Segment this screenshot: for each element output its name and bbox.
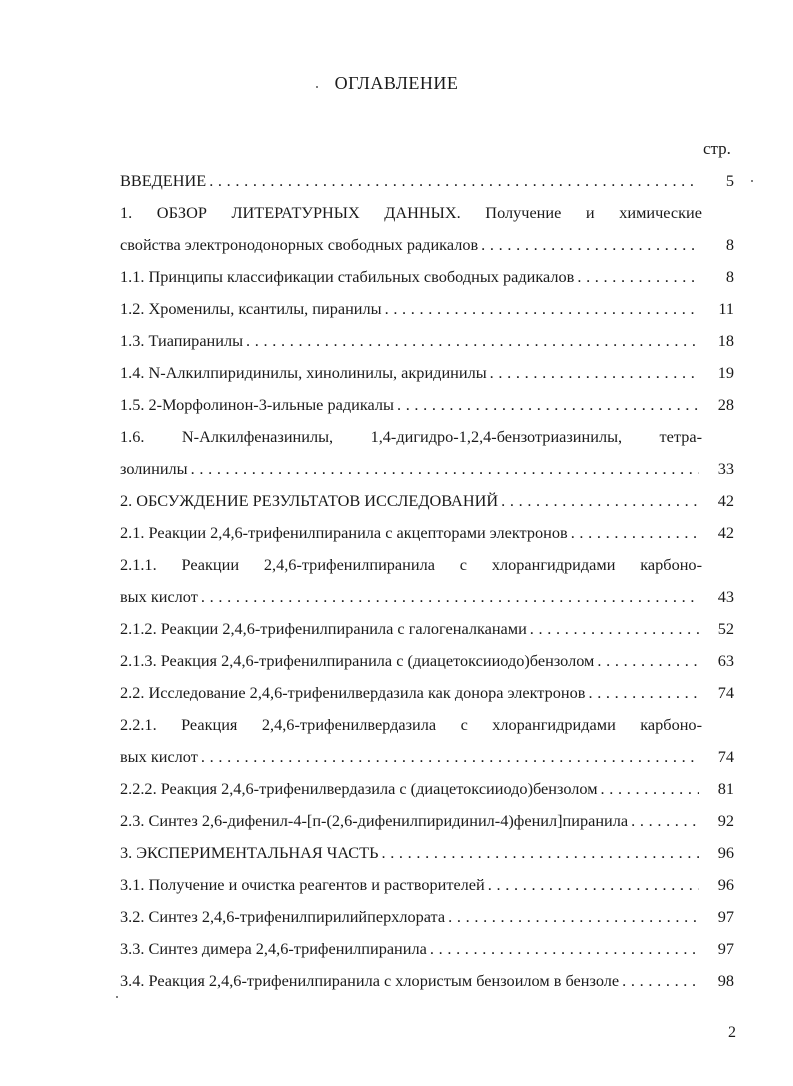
toc-entry-page: 92 [717, 811, 734, 830]
toc-entry-page: 8 [725, 267, 734, 286]
page-number: 2 [728, 1024, 736, 1041]
toc-entry-title: 1.2. Хроменилы, ксантилы, пиранилы [120, 299, 382, 318]
toc-entry-title: 2.2. Исследование 2,4,6-трифенилвердазила как донора электронов [120, 683, 586, 702]
toc-entry-title: 2.1.3. Реакция 2,4,6-трифенилпиранила с (диацетоксииодо)бензолом [120, 651, 595, 670]
scan-speck [751, 180, 753, 182]
toc-entry [120, 645, 734, 677]
toc-entry [120, 741, 734, 773]
toc-entry [120, 453, 734, 485]
toc-entry-title: 3.3. Синтез димера 2,4,6-трифенилпиранила [120, 939, 427, 958]
toc-entry [120, 837, 734, 869]
toc-entry-title: 2.3. Синтез 2,6-дифенил-4-[п-(2,6-дифенилпиридинил-4)фенил]пиранила [120, 811, 629, 830]
toc-entry-page: 97 [717, 907, 734, 926]
toc-leader-dots [397, 389, 699, 421]
toc-entry-page: 74 [717, 683, 734, 702]
toc-entry-title: ВВЕДЕНИЕ [120, 171, 207, 190]
toc-entry [120, 421, 734, 453]
toc-entry-page: 81 [717, 779, 734, 798]
scan-speck [116, 996, 118, 998]
toc-entry-title: 1.6. N-Алкилфеназинилы, 1,4-дигидро-1,2,4-бензотриазинилы, тетра- [120, 427, 702, 446]
toc-leader-dots [601, 773, 699, 805]
toc-entry-title: 2.1.1. Реакции 2,4,6-трифенилпиранила с хлорангидридами карбоно- [120, 555, 702, 574]
toc-entry [120, 709, 734, 741]
toc-entry [120, 677, 734, 709]
toc-entry-title: 1.3. Тиапиранилы [120, 331, 244, 350]
toc-entry-page: 42 [717, 523, 734, 542]
toc-leader-dots [530, 613, 699, 645]
toc-leader-dots [588, 677, 699, 709]
toc-leader-dots [488, 869, 699, 901]
toc-entry [120, 293, 734, 325]
toc-entry-page: 19 [717, 363, 734, 382]
toc-entry-title: вых кислот [120, 587, 198, 606]
toc-entry-page: 33 [717, 459, 734, 478]
toc-entry-page: 5 [725, 171, 734, 190]
toc-leader-dots [501, 485, 699, 517]
toc-entry-title: 2.1. Реакции 2,4,6-трифенилпиранила с акцепторами электронов [120, 523, 568, 542]
toc-entry [120, 549, 734, 581]
toc-entry-page: 8 [725, 235, 734, 254]
toc-entry-title: 1.5. 2-Морфолинон-3-ильные радикалы [120, 395, 394, 414]
toc-entry-title: 3.1. Получение и очистка реагентов и растворителей [120, 875, 485, 894]
pages-column-label: стр. [703, 139, 731, 158]
toc-entry-page: 42 [717, 491, 734, 510]
toc-entry [120, 613, 734, 645]
toc-leader-dots [201, 741, 699, 773]
toc-entry [120, 165, 734, 197]
toc-leader-dots [385, 293, 699, 325]
toc-entry-page: 96 [717, 843, 734, 862]
toc-entry-title: 2.2.1. Реакция 2,4,6-трифенилвердазила с хлорангидридами карбоно- [120, 715, 702, 734]
toc-leader-dots [191, 453, 699, 485]
toc-entry [120, 197, 734, 229]
toc-entry-title: 1.1. Принципы классификации стабильных свободных радикалов [120, 267, 575, 286]
toc-entry-page: 43 [717, 587, 734, 606]
toc-entry-title: вых кислот [120, 747, 198, 766]
toc-entry-title: 3. ЭКСПЕРИМЕНТАЛЬНАЯ ЧАСТЬ [120, 843, 379, 862]
toc-entry [120, 325, 734, 357]
toc-leader-dots [201, 581, 699, 613]
toc-leader-dots [577, 261, 699, 293]
toc-leader-dots [631, 805, 699, 837]
toc-entry [120, 229, 734, 261]
toc-entry-page: 96 [717, 875, 734, 894]
scan-speck [316, 86, 318, 88]
toc-leader-dots [622, 965, 699, 997]
toc-entry [120, 261, 734, 293]
toc-entry [120, 933, 734, 965]
toc-entry-page: 98 [717, 971, 734, 990]
page-title: ОГЛАВЛЕНИЕ [334, 73, 459, 93]
toc-leader-dots [597, 645, 699, 677]
toc-entry [120, 517, 734, 549]
toc-entry-title: 2.1.2. Реакции 2,4,6-трифенилпиранила с галогеналканами [120, 619, 527, 638]
toc-entry [120, 869, 734, 901]
toc-entry [120, 581, 734, 613]
toc-entry [120, 773, 734, 805]
toc-entry [120, 965, 734, 997]
toc-entry-page: 74 [717, 747, 734, 766]
toc-entry-title: золинилы [120, 459, 188, 478]
toc-entry [120, 485, 734, 517]
toc-entry-title: 1. ОБЗОР ЛИТЕРАТУРНЫХ ДАННЫХ. Получение и химические [120, 203, 702, 222]
toc-leader-dots [209, 165, 699, 197]
toc-leader-dots [490, 357, 699, 389]
toc-leader-dots [481, 229, 699, 261]
toc-entry-title: 2. ОБСУЖДЕНИЕ РЕЗУЛЬТАТОВ ИССЛЕДОВАНИЙ [120, 491, 499, 510]
toc-entry-title: 1.4. N-Алкилпиридинилы, хинолинилы, акридинилы [120, 363, 487, 382]
toc-entry-title: свойства электронодонорных свободных радикалов [120, 235, 479, 254]
toc-entry-page: 52 [717, 619, 734, 638]
toc-entry-page: 11 [718, 299, 734, 318]
toc-leader-dots [571, 517, 699, 549]
toc-entry-title: 3.2. Синтез 2,4,6-трифенилпирилийперхлората [120, 907, 446, 926]
toc-entry [120, 805, 734, 837]
toc-entry-page: 28 [717, 395, 734, 414]
toc-entry-title: 2.2.2. Реакция 2,4,6-трифенилвердазила с (диацетоксииодо)бензолом [120, 779, 598, 798]
toc-entry [120, 389, 734, 421]
toc-entry-page: 97 [717, 939, 734, 958]
toc-entry [120, 901, 734, 933]
toc-entry-page: 18 [717, 331, 734, 350]
toc-leader-dots [448, 901, 699, 933]
table-of-contents [120, 165, 734, 997]
toc-entry-page: 63 [717, 651, 734, 670]
toc-leader-dots [381, 837, 699, 869]
toc-leader-dots [246, 325, 699, 357]
toc-entry-title: 3.4. Реакция 2,4,6-трифенилпиранила с хлористым бензоилом в бензоле [120, 971, 620, 990]
toc-entry [120, 357, 734, 389]
toc-leader-dots [430, 933, 699, 965]
